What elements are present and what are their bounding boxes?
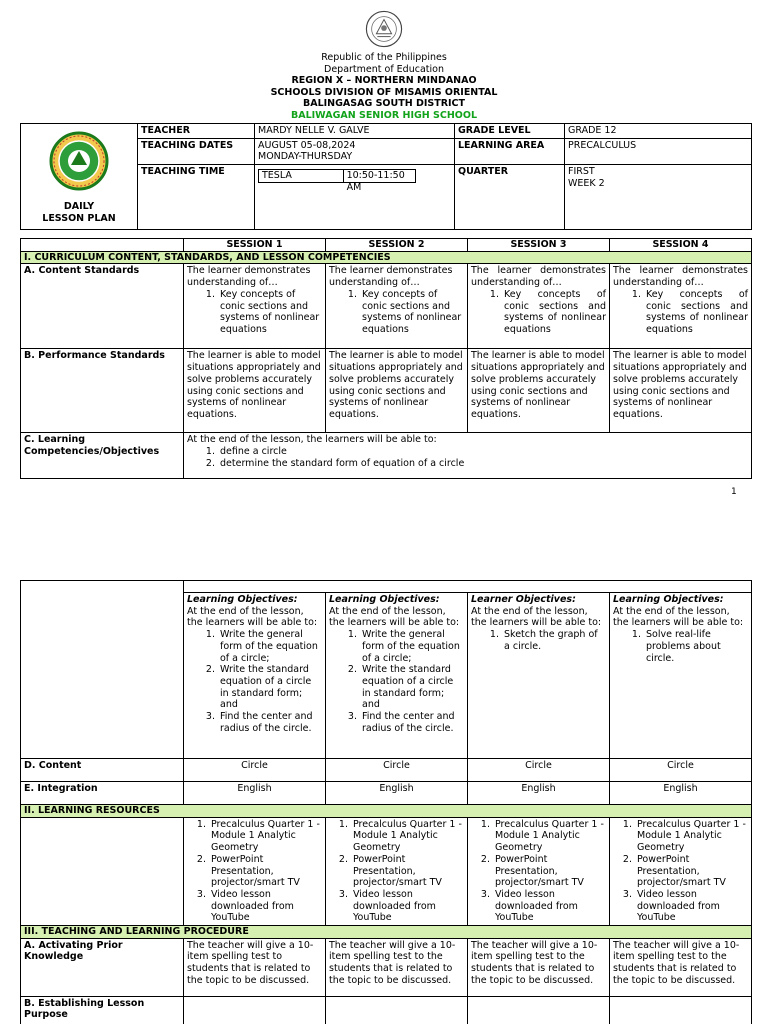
time-value-cell: [255, 165, 455, 230]
content-intro: The learner demonstrates understanding of…: [613, 265, 748, 289]
resources-s4: [610, 817, 752, 925]
objectives-intro: At the end of the lesson, the learners will be able to:: [471, 605, 602, 629]
teacher-value: MARDY NELLE V. GALVE: [255, 124, 455, 139]
lesson-table-page2: [20, 580, 752, 1024]
content-item: 1. Key concepts of conic sections and systems of nonlinear equations: [502, 289, 606, 336]
section-resources-title: II. LEARNING RESOURCES: [21, 805, 752, 818]
quarter-value: [565, 165, 752, 230]
performance-standards-s4: The learner is able to model situations appropriately and solve problems accurately using conic sections and systems of nonlinear equations.: [610, 349, 752, 433]
integration-s3: English: [468, 782, 610, 805]
section-time-box: [258, 169, 416, 194]
quarter-label: QUARTER: [455, 165, 565, 230]
objective-item: 2. Write the standard equation of a circle in standard form; and: [360, 664, 464, 711]
competency-item: 1. define a circle: [218, 446, 748, 458]
content-s1: Circle: [184, 759, 326, 782]
objective-item: 3. Find the center and radius of the circle.: [360, 711, 464, 734]
objective-item: 2. Write the standard equation of a circle in standard form; and: [218, 664, 322, 711]
lesson-purpose-s4: [610, 996, 752, 1024]
time-value: 10:50-11:50 AM: [346, 170, 405, 194]
resource-item: 3. Video lesson downloaded from YouTube: [209, 889, 322, 924]
content-s4: Circle: [610, 759, 752, 782]
lesson-purpose-label: B. Establishing Lesson Purpose: [21, 996, 184, 1024]
objectives-intro: At the end of the lesson, the learners will be able to:: [187, 605, 318, 629]
resource-item: 2. PowerPoint Presentation, projector/smart TV: [493, 854, 606, 889]
content-standards-s2: [326, 264, 468, 349]
lesson-purpose-s1: [184, 996, 326, 1024]
resource-item: 1. Precalculus Quarter 1 - Module 1 Analytic Geometry: [351, 819, 464, 854]
objective-item: 1. Write the general form of the equation of a circle;: [218, 629, 322, 664]
session-4-header: SESSION 4: [610, 239, 752, 252]
resource-item: 3. Video lesson downloaded from YouTube: [351, 889, 464, 924]
resource-item: 2. PowerPoint Presentation, projector/smart TV: [635, 854, 748, 889]
dates-range: AUGUST 05-08,2024: [258, 139, 356, 151]
dates-label: TEACHING DATES: [138, 138, 255, 164]
content-item: 1. Key concepts of conic sections and systems of nonlinear equations: [360, 289, 464, 336]
page-number: 1: [731, 487, 737, 497]
content-label: D. Content: [21, 759, 184, 782]
objectives-s2: [326, 593, 468, 759]
objectives-s4: [610, 593, 752, 759]
resource-item: 1. Precalculus Quarter 1 - Module 1 Analytic Geometry: [209, 819, 322, 854]
resources-s3: [468, 817, 610, 925]
logo-cell: [21, 124, 138, 230]
integration-s1: English: [184, 782, 326, 805]
lesson-table-page1: [20, 238, 752, 479]
content-standards-label: A. Content Standards: [21, 264, 184, 349]
header-school: BALIWAGAN SENIOR HIGH SCHOOL: [290, 109, 478, 121]
objective-item: 1. Write the general form of the equation of a circle;: [360, 629, 464, 664]
session-header-blank: [21, 239, 184, 252]
prior-knowledge-s1: The teacher will give a 10-item spelling test to students that is related to the topic to be discussed.: [184, 938, 326, 996]
continuation-blank-right: [184, 581, 752, 593]
prior-knowledge-label: A. Activating Prior Knowledge: [21, 938, 184, 996]
lesson-purpose-s2: [326, 996, 468, 1024]
objectives-heading: Learner Objectives:: [471, 594, 576, 605]
school-logo-icon: [49, 131, 109, 191]
competency-item: 2. determine the standard form of equation of a circle: [218, 458, 748, 470]
objective-item: 3. Find the center and radius of the circle.: [218, 711, 322, 734]
objective-item: 1. Sketch the graph of a circle.: [502, 629, 606, 652]
info-table: [20, 123, 752, 230]
resource-item: 1. Precalculus Quarter 1 - Module 1 Analytic Geometry: [493, 819, 606, 854]
dates-value: [255, 138, 455, 164]
deped-seal-icon: [365, 10, 403, 48]
competencies-label: C. Learning Competencies/Objectives: [21, 433, 184, 479]
document-header: [0, 10, 768, 121]
performance-standards-label: B. Performance Standards: [21, 349, 184, 433]
integration-s2: English: [326, 782, 468, 805]
resource-item: 3. Video lesson downloaded from YouTube: [635, 889, 748, 924]
resources-label-blank: [21, 817, 184, 925]
objectives-intro: At the end of the lesson, the learners will be able to:: [329, 605, 460, 629]
time-label: TEACHING TIME: [138, 165, 255, 230]
content-intro: The learner demonstrates understanding of…: [187, 265, 311, 289]
content-standards-s4: [610, 264, 752, 349]
performance-standards-s3: The learner is able to model situations appropriately and solve problems accurately using conic sections and systems of nonlinear equations.: [468, 349, 610, 433]
objectives-heading: Learning Objectives:: [187, 594, 298, 605]
resource-item: 3. Video lesson downloaded from YouTube: [493, 889, 606, 924]
content-s2: Circle: [326, 759, 468, 782]
quarter-name: FIRST: [568, 166, 595, 178]
daily-lesson-plan-title: DAILY LESSON PLAN: [42, 201, 116, 224]
resources-s2: [326, 817, 468, 925]
area-value: PRECALCULUS: [565, 138, 752, 164]
continuation-blank-left: [21, 581, 184, 593]
content-intro: The learner demonstrates understanding of…: [329, 265, 453, 289]
content-standards-s1: [184, 264, 326, 349]
teacher-label: TEACHER: [138, 124, 255, 139]
section-name: TESLA: [259, 170, 344, 182]
integration-label: E. Integration: [21, 782, 184, 805]
session-2-header: SESSION 2: [326, 239, 468, 252]
objectives-s1: [184, 593, 326, 759]
objectives-label-blank: [21, 593, 184, 759]
prior-knowledge-s4: The teacher will give a 10-item spelling test to the students that is related to the topic to be discussed.: [610, 938, 752, 996]
objectives-heading: Learning Objectives:: [613, 594, 724, 605]
objective-item: 1. Solve real-life problems about circle.: [644, 629, 748, 664]
content-s3: Circle: [468, 759, 610, 782]
performance-standards-s1: The learner is able to model situations appropriately and solve problems accurately using conic sections and systems of nonlinear equations.: [184, 349, 326, 433]
header-department: Department of Education: [324, 63, 444, 75]
quarter-week: WEEK 2: [568, 177, 605, 189]
header-republic: Republic of the Philippines: [321, 52, 447, 63]
header-district: BALINGASAG SOUTH DISTRICT: [303, 98, 465, 109]
session-1-header: SESSION 1: [184, 239, 326, 252]
performance-standards-s2: The learner is able to model situations appropriately and solve problems accurately using conic sections and systems of nonlinear equations.: [326, 349, 468, 433]
section-procedure-title: III. TEACHING AND LEARNING PROCEDURE: [21, 926, 752, 939]
header-division: SCHOOLS DIVISION OF MISAMIS ORIENTAL: [270, 86, 498, 98]
grade-label: GRADE LEVEL: [455, 124, 565, 139]
area-label: LEARNING AREA: [455, 138, 565, 164]
section-curriculum-title: I. CURRICULUM CONTENT, STANDARDS, AND LESSON COMPETENCIES: [21, 251, 752, 264]
content-intro: The learner demonstrates understanding of…: [471, 265, 606, 289]
session-3-header: SESSION 3: [468, 239, 610, 252]
competencies-intro: At the end of the lesson, the learners will be able to:: [187, 434, 437, 446]
content-item: 1. Key concepts of conic sections and systems of nonlinear equations: [218, 289, 322, 336]
objectives-heading: Learning Objectives:: [329, 594, 440, 605]
integration-s4: English: [610, 782, 752, 805]
prior-knowledge-s3: The teacher will give a 10-item spelling test to the students that is related to the topic to be discussed.: [468, 938, 610, 996]
dates-days: MONDAY-THURSDAY: [258, 151, 353, 163]
objectives-s3: [468, 593, 610, 759]
resource-item: 2. PowerPoint Presentation, projector/smart TV: [351, 854, 464, 889]
prior-knowledge-s2: The teacher will give a 10-item spelling test to the students that is related to the topic to be discussed.: [326, 938, 468, 996]
resource-item: 1. Precalculus Quarter 1 - Module 1 Analytic Geometry: [635, 819, 748, 854]
header-region: REGION X – NORTHERN MINDANAO: [291, 75, 477, 86]
objectives-intro: At the end of the lesson, the learners will be able to:: [613, 605, 744, 629]
content-item: 1. Key concepts of conic sections and systems of nonlinear equations: [644, 289, 748, 336]
resources-s1: [184, 817, 326, 925]
grade-value: GRADE 12: [565, 124, 752, 139]
lesson-purpose-s3: [468, 996, 610, 1024]
resource-item: 2. PowerPoint Presentation, projector/smart TV: [209, 854, 322, 889]
content-standards-s3: [468, 264, 610, 349]
competencies-value: [184, 433, 752, 479]
